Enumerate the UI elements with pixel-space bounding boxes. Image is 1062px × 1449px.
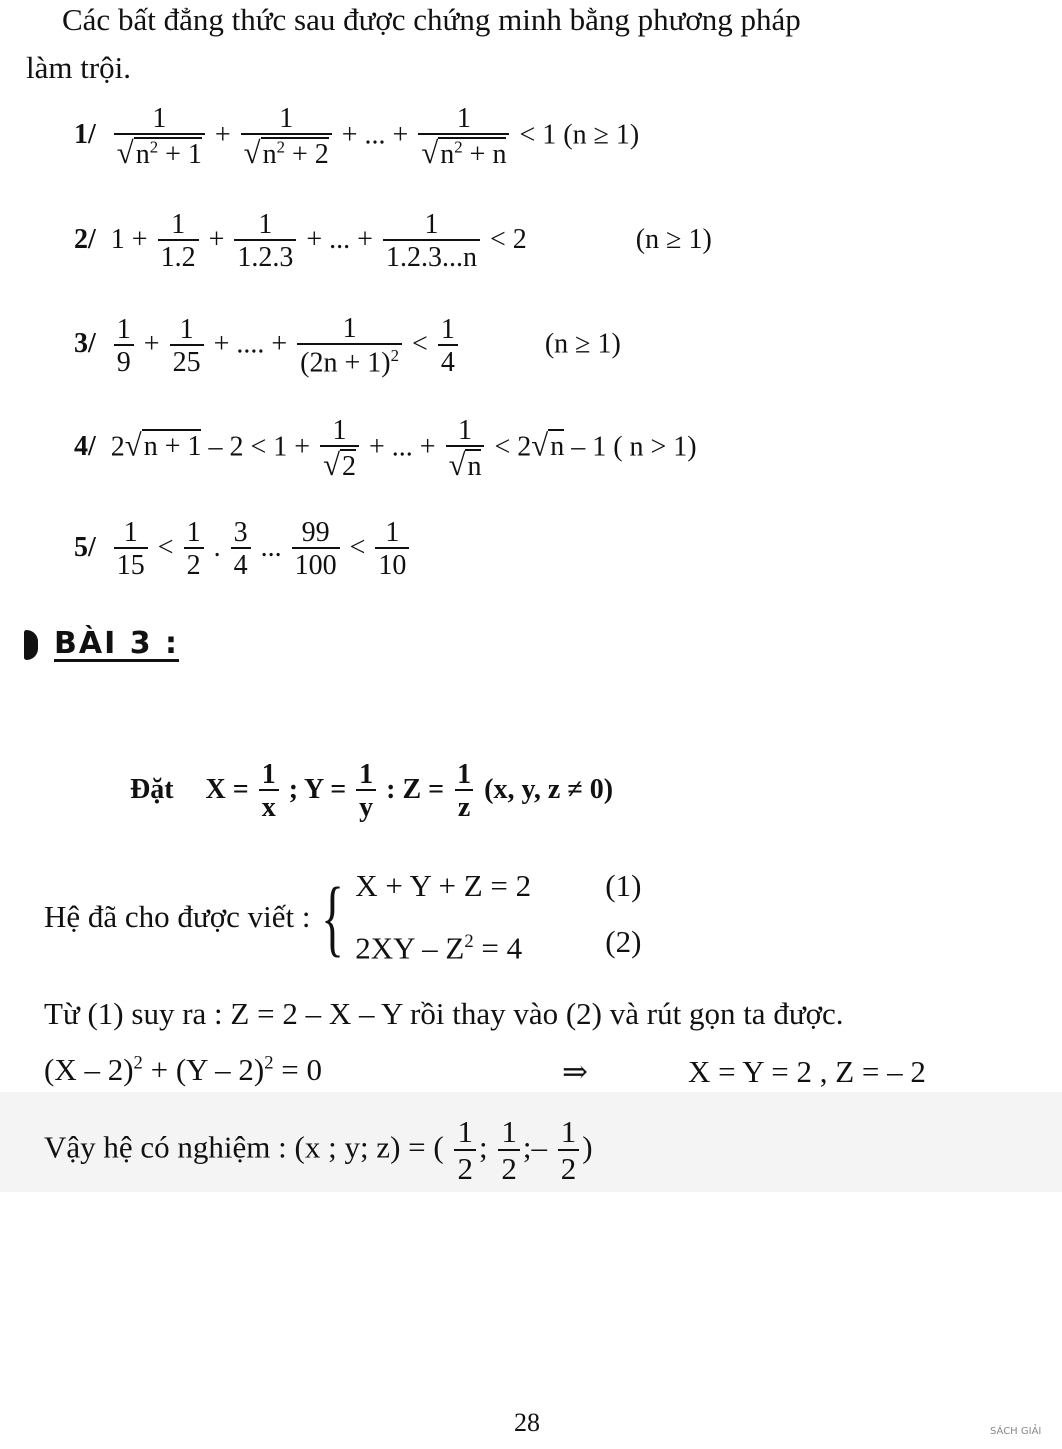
- fraction: $\frac{1}{√n^2 + 1}$: [114, 104, 205, 170]
- intro-line-1: Các bất đẳng thức sau được chứng minh bằng phương pháp: [62, 2, 801, 37]
- watermark: SÁCH GIẢI: [990, 1426, 1042, 1437]
- equation-1: X + Y + Z = 2 (1): [355, 868, 642, 903]
- fraction: $\frac{1}{√n^2 + 2}$: [241, 104, 332, 170]
- condition: (n ≥ 1): [544, 328, 621, 360]
- sqrt-sign: √: [243, 136, 261, 171]
- sqrt-sign: √: [124, 428, 142, 463]
- inequality-5: 5/ $\frac{1}{15}$ < $\frac{1}{2}$ . $\frac{3}{4}$ ... $\frac{99}{100}$ < $\frac{1}{10}$: [74, 518, 412, 581]
- fraction: $\frac{1}{1.2.3}$: [234, 210, 296, 273]
- fraction: $\frac{1}{4}$: [438, 315, 458, 378]
- brace: {: [321, 869, 345, 966]
- condition: (n ≥ 1): [635, 223, 712, 255]
- page-number: 28: [514, 1408, 540, 1437]
- fraction: $\frac{1}{10}$: [375, 518, 409, 581]
- fraction: $\frac{1}{√n}$: [446, 416, 485, 482]
- fraction: $\frac{1}{y}$: [356, 760, 376, 823]
- conclusion: Vậy hệ có nghiệm : (x ; y; z) = ( $\frac{1}{2}$ ; $\frac{1}{2}$ ;– $\frac{1}{2}$ ): [44, 1114, 593, 1186]
- fraction: $\frac{1}{1.2}$: [158, 210, 199, 273]
- fraction: $\frac{1}{15}$: [114, 518, 148, 581]
- equation-2: $2XY - Z^2 = 4$ (2): [355, 924, 642, 966]
- system-label: Hệ đã cho được viết :: [44, 899, 311, 935]
- item-label: 1/: [74, 119, 96, 151]
- item-label: 4/: [74, 431, 96, 463]
- fraction: $\frac{1}{2}$: [498, 1116, 520, 1185]
- fraction: $\frac{1}{9}$: [114, 315, 134, 378]
- fraction: $\frac{1}{√n^2 + n}$: [418, 104, 509, 170]
- fraction: $\frac{1}{(2n + 1)^2}$: [297, 314, 402, 378]
- fraction: $\frac{1}{2}$: [454, 1116, 476, 1185]
- substitution-line: Đặt X = $\frac{1}{x}$ ; Y = $\frac{1}{y}$ : Z = $\frac{1}{z}$ (x, y, z ≠ 0): [130, 759, 614, 824]
- item-label: 3/: [74, 328, 96, 360]
- intro-line-2: làm trội.: [26, 50, 132, 85]
- inequality-1: 1/ $\frac{1}{√n^2 + 1}$ + $\frac{1}{√n^2 + 2}$ + ... + $\frac{1}{√n^2 + n}$ < 1 (n ≥ 1): [74, 103, 640, 171]
- sqrt-sign: √: [421, 136, 439, 171]
- equation-system: [44, 858, 641, 976]
- item-label: 2/: [74, 223, 96, 255]
- sqrt-sign: √: [116, 136, 134, 171]
- bullet-icon: [24, 630, 38, 660]
- fraction: $\frac{1}{z}$: [454, 760, 474, 823]
- fraction: $\frac{3}{4}$: [231, 518, 251, 581]
- fraction: $\frac{99}{100}$: [292, 518, 340, 581]
- section-heading: BÀI 3 :: [24, 626, 179, 661]
- inequality-2: 2/ 1 + $\frac{1}{1.2}$ + $\frac{1}{1.2.3}$ + ... + $\frac{1}{1.2.3...n}$ < 2 (n ≥ 1): [74, 209, 712, 274]
- fraction: $\frac{1}{25}$: [170, 315, 204, 378]
- fraction: $\frac{1}{√2}$: [320, 416, 359, 482]
- inequality-4: 4/ 2√n + 1 – 2 < 1 + $\frac{1}{√2}$ + ... + $\frac{1}{√n}$ < 2√n – 1 ( n > 1): [74, 415, 697, 483]
- squares-equation: (X – 2)$^2$ + (Y – 2)$^2$ = 0: [44, 1052, 322, 1087]
- fraction: $\frac{1}{2}$: [558, 1116, 580, 1185]
- result-values: X = Y = 2 , Z = – 2: [688, 1054, 926, 1089]
- fraction: $\frac{1}{x}$: [259, 760, 279, 823]
- inequality-3: 3/ $\frac{1}{9}$ + $\frac{1}{25}$ + .... + $\frac{1}{(2n + 1)^2}$ < $\frac{1}{4}$ (n ≥ 1): [74, 313, 621, 379]
- fraction: $\frac{1}{2}$: [184, 518, 204, 581]
- implies-arrow: ⇒: [562, 1054, 588, 1089]
- step-text: Từ (1) suy ra : Z = 2 – X – Y rồi thay vào (2) và rút gọn ta được.: [44, 996, 844, 1031]
- fraction: $\frac{1}{1.2.3...n}$: [383, 210, 480, 273]
- item-label: 5/: [74, 531, 96, 563]
